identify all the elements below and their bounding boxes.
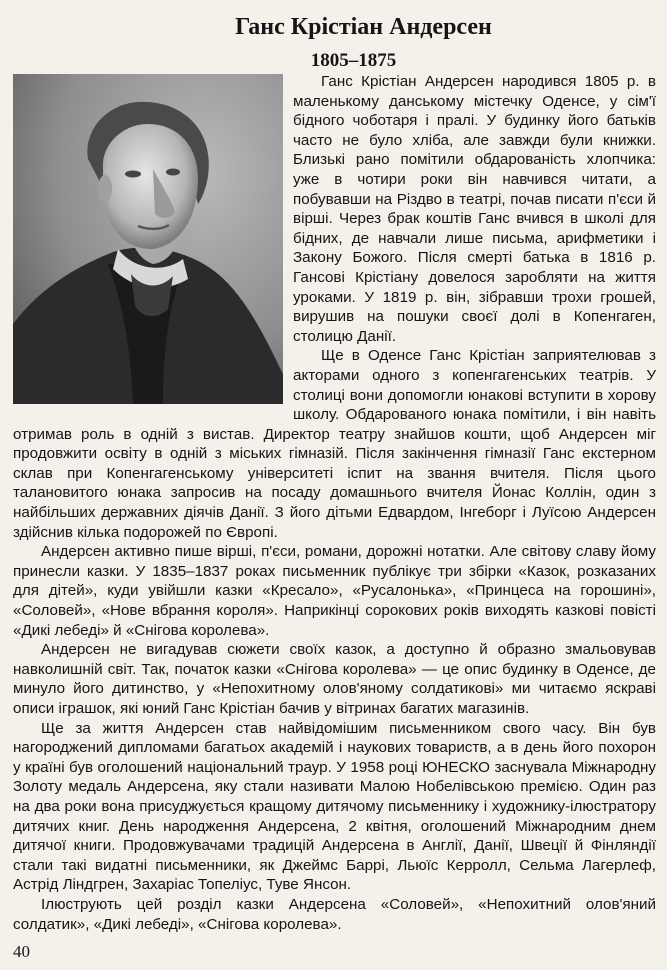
paragraph: Ілюструють цей розділ казки Андерсена «Соловей», «Непохитний олов'яний солдатик», «Дикі лебеді», «Снігова королева».	[13, 895, 656, 933]
page-number: 40	[13, 942, 30, 961]
biography-text	[13, 72, 656, 934]
paragraph: Ще в Оденсе Ганс Крістіан заприятелював з акторами одного з копенгагенських театрів. У столиці вони допомогли юнакові вступити в хорову школу. Обдарованого юнака помітили, і він навіть отримав роль в одній з вистав. Директор театру знайшов кошти, щоб Андерсен міг продовжити освіту в одній з міських гімназій. Після закінчення гімназії Ганс екстерном склав при Копенгагенському університеті іспит на звання вчителя. Після цього талановитого юнака запросив на посаду домашнього вчителя Йонас Коллін, один з найбільших державних діячів Данії. З його дітьми Едвардом, Інгеборг і Луїсою Андерсен здійснив кілька подорожей по Європі.	[13, 347, 656, 541]
paragraph: Андерсен активно пише вірші, п'єси, романи, дорожні нотатки. Але світову славу йому принесли казки. У 1835–1837 роках письменник публікує три збірки «Казок, розказаних для дітей», куди увійшли казки «Кресало», «Русалонька», «Принцеса на горошині», «Соловей», «Нове вбрання короля». Наприкінці сорокових років виходять казкові повісті «Дикі лебеді» й «Снігова королева».	[13, 543, 656, 639]
paragraph: Ще за життя Андерсен став найвідомішим письменником свого часу. Він був нагороджений дипломами багатьох академій і наукових товариств, а в день його похорон у країні був оголошений національний траур. У 1958 році ЮНЕСКО заснувала Міжнародну Золоту медаль Андерсена, яку стали називати Малою Нобелівською премією. Один раз на два роки вона присуджується кращому дитячому письменнику і художнику-ілюстратору дитячих книг. День народження Андерсена, 2 квітня, оголошений Міжнародним днем дитячої книги. Продовжувачами традицій Андерсена в Англії, Данії, Швеції й Фінляндії стали такі видатні письменники, як Джеймс Баррі, Льюїс Керролл, Сельма Лагерлеф, Астрід Ліндгрен, Захаріас Топеліус, Туве Янсон.	[13, 719, 656, 894]
page-title: Ганс Крістіан Андерсен	[235, 14, 492, 40]
paragraph: Ганс Крістіан Андерсен народився 1805 р. в маленькому данському містечку Оденсе, у сім'ї бідного чоботаря і пралі. У будинку його батьків часто не було хліба, але завжди були книжки. Близькі рано помітили обдарованість хлопчика: уже в чотири роки він навчився читати, а побувавши на Різдво в театрі, почав писати п'єси й вірші. Через брак коштів Ганс вчився в школі для бідних, де навчали лише письма, арифметики і Закону Божого. Після смерті батька в 1816 р. Гансові Крістіану довелося заробляти на життя уроками. У 1819 р. він, зібравши трохи грошей, вирушив на пошуки своєї долі в Копенгаген, столицю Данії.	[293, 73, 656, 345]
paragraph: Андерсен не вигадував сюжети своїх казок, а доступно й образно змальовував навколишній світ. Так, початок казки «Снігова королева» — це опис будинку в Оденсе, де минуло його дитинство, у «Непохитному олов'яному солдатикові» ми читаємо яскраві описи іграшок, які юний Ганс Крістіан бачив у вітринах багатих магазинів.	[13, 641, 656, 717]
life-years: 1805–1875	[310, 50, 397, 71]
